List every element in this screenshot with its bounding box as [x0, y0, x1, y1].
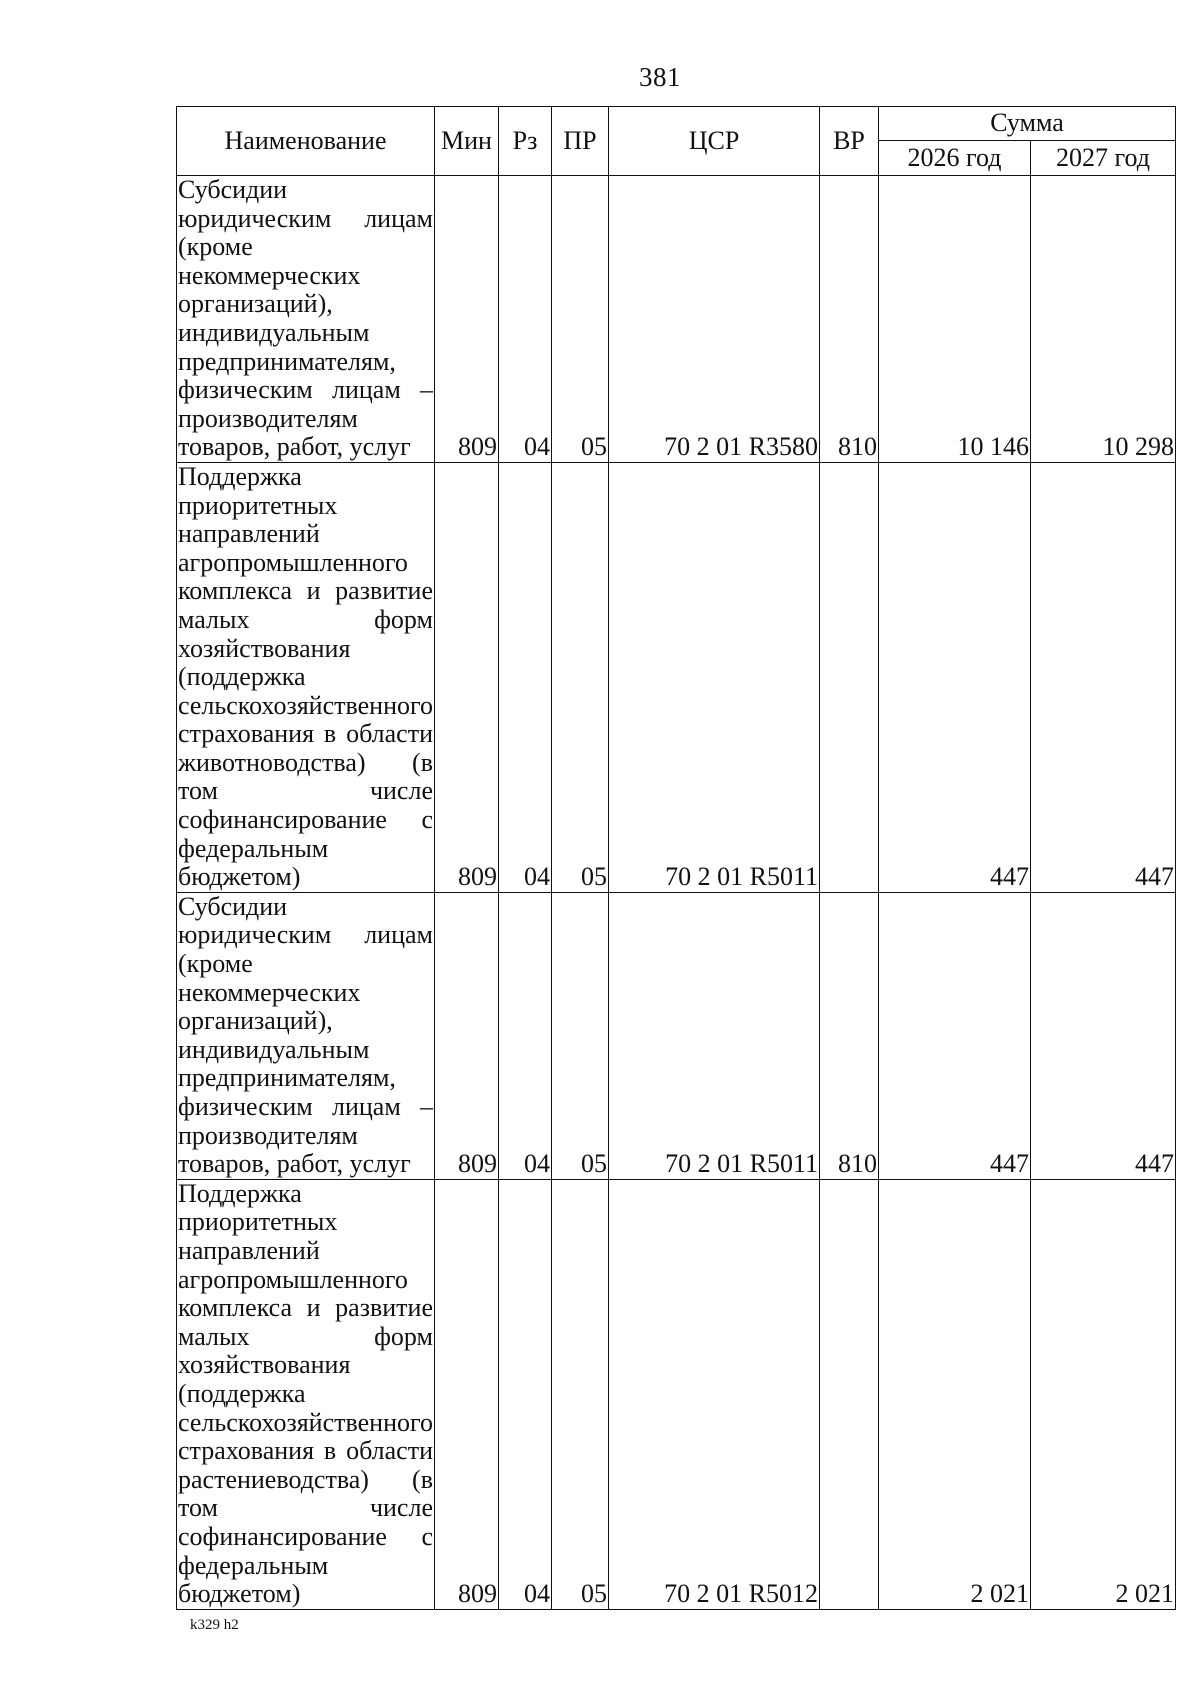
row-rz: 04 [499, 462, 552, 892]
row-min: 809 [435, 462, 499, 892]
row-csr: 70 2 01 R3580 [609, 176, 820, 463]
row-csr: 70 2 01 R5012 [609, 1179, 820, 1609]
row-name: Поддержка приоритетных направлений агропромышленного комплекса и развитие малых форм хозяйствования (поддержка сельскохозяйственного страхования в области растениеводства) (в том числе софинансирование с федеральным бюджетом) [178, 1179, 433, 1609]
table-row [177, 462, 1176, 892]
header-vr: ВР [820, 107, 879, 176]
table-row [177, 892, 1176, 1179]
header-year-2027: 2027 год [1031, 140, 1176, 175]
page-number: 381 [639, 62, 681, 92]
row-min: 809 [435, 176, 499, 463]
row-pr: 05 [552, 1179, 609, 1609]
row-amount-2027: 10 298 [1031, 176, 1176, 463]
row-rz: 04 [499, 892, 552, 1179]
row-pr: 05 [552, 892, 609, 1179]
row-vr: 810 [820, 892, 879, 1179]
table-row [177, 1179, 1176, 1609]
row-amount-2026: 447 [879, 892, 1031, 1179]
header-name: Наименование [177, 107, 435, 176]
footer-code: k329 h2 [190, 1617, 239, 1633]
row-amount-2027: 447 [1031, 892, 1176, 1179]
row-amount-2026: 10 146 [879, 176, 1031, 463]
row-rz: 04 [499, 1179, 552, 1609]
row-name: Субсидии юридическим лицам (кроме некоммерческих организаций), индивидуальным предпринимателям, физическим лицам – производителям товаров, работ, услуг [178, 892, 433, 1179]
row-amount-2026: 2 021 [879, 1179, 1031, 1609]
table-row [177, 176, 1176, 463]
budget-table [176, 106, 1176, 1610]
row-pr: 05 [552, 462, 609, 892]
row-csr: 70 2 01 R5011 [609, 462, 820, 892]
header-pr: ПР [552, 107, 609, 176]
header-year-2026: 2026 год [879, 140, 1031, 175]
header-rz: Рз [499, 107, 552, 176]
row-vr [820, 1179, 879, 1609]
row-csr: 70 2 01 R5011 [609, 892, 820, 1179]
row-name: Поддержка приоритетных направлений агропромышленного комплекса и развитие малых форм хозяйствования (поддержка сельскохозяйственного страхования в области животноводства) (в том числе софинансирование с федеральным бюджетом) [178, 462, 433, 892]
row-pr: 05 [552, 176, 609, 463]
row-min: 809 [435, 1179, 499, 1609]
row-amount-2026: 447 [879, 462, 1031, 892]
row-min: 809 [435, 892, 499, 1179]
row-vr: 810 [820, 176, 879, 463]
row-vr [820, 462, 879, 892]
row-name: Субсидии юридическим лицам (кроме некоммерческих организаций), индивидуальным предпринимателям, физическим лицам – производителям товаров, работ, услуг [178, 175, 433, 462]
row-amount-2027: 2 021 [1031, 1179, 1176, 1609]
header-min: Мин [435, 107, 499, 176]
row-rz: 04 [499, 176, 552, 463]
header-csr: ЦСР [609, 107, 820, 176]
row-amount-2027: 447 [1031, 462, 1176, 892]
header-sum: Сумма [879, 107, 1176, 141]
